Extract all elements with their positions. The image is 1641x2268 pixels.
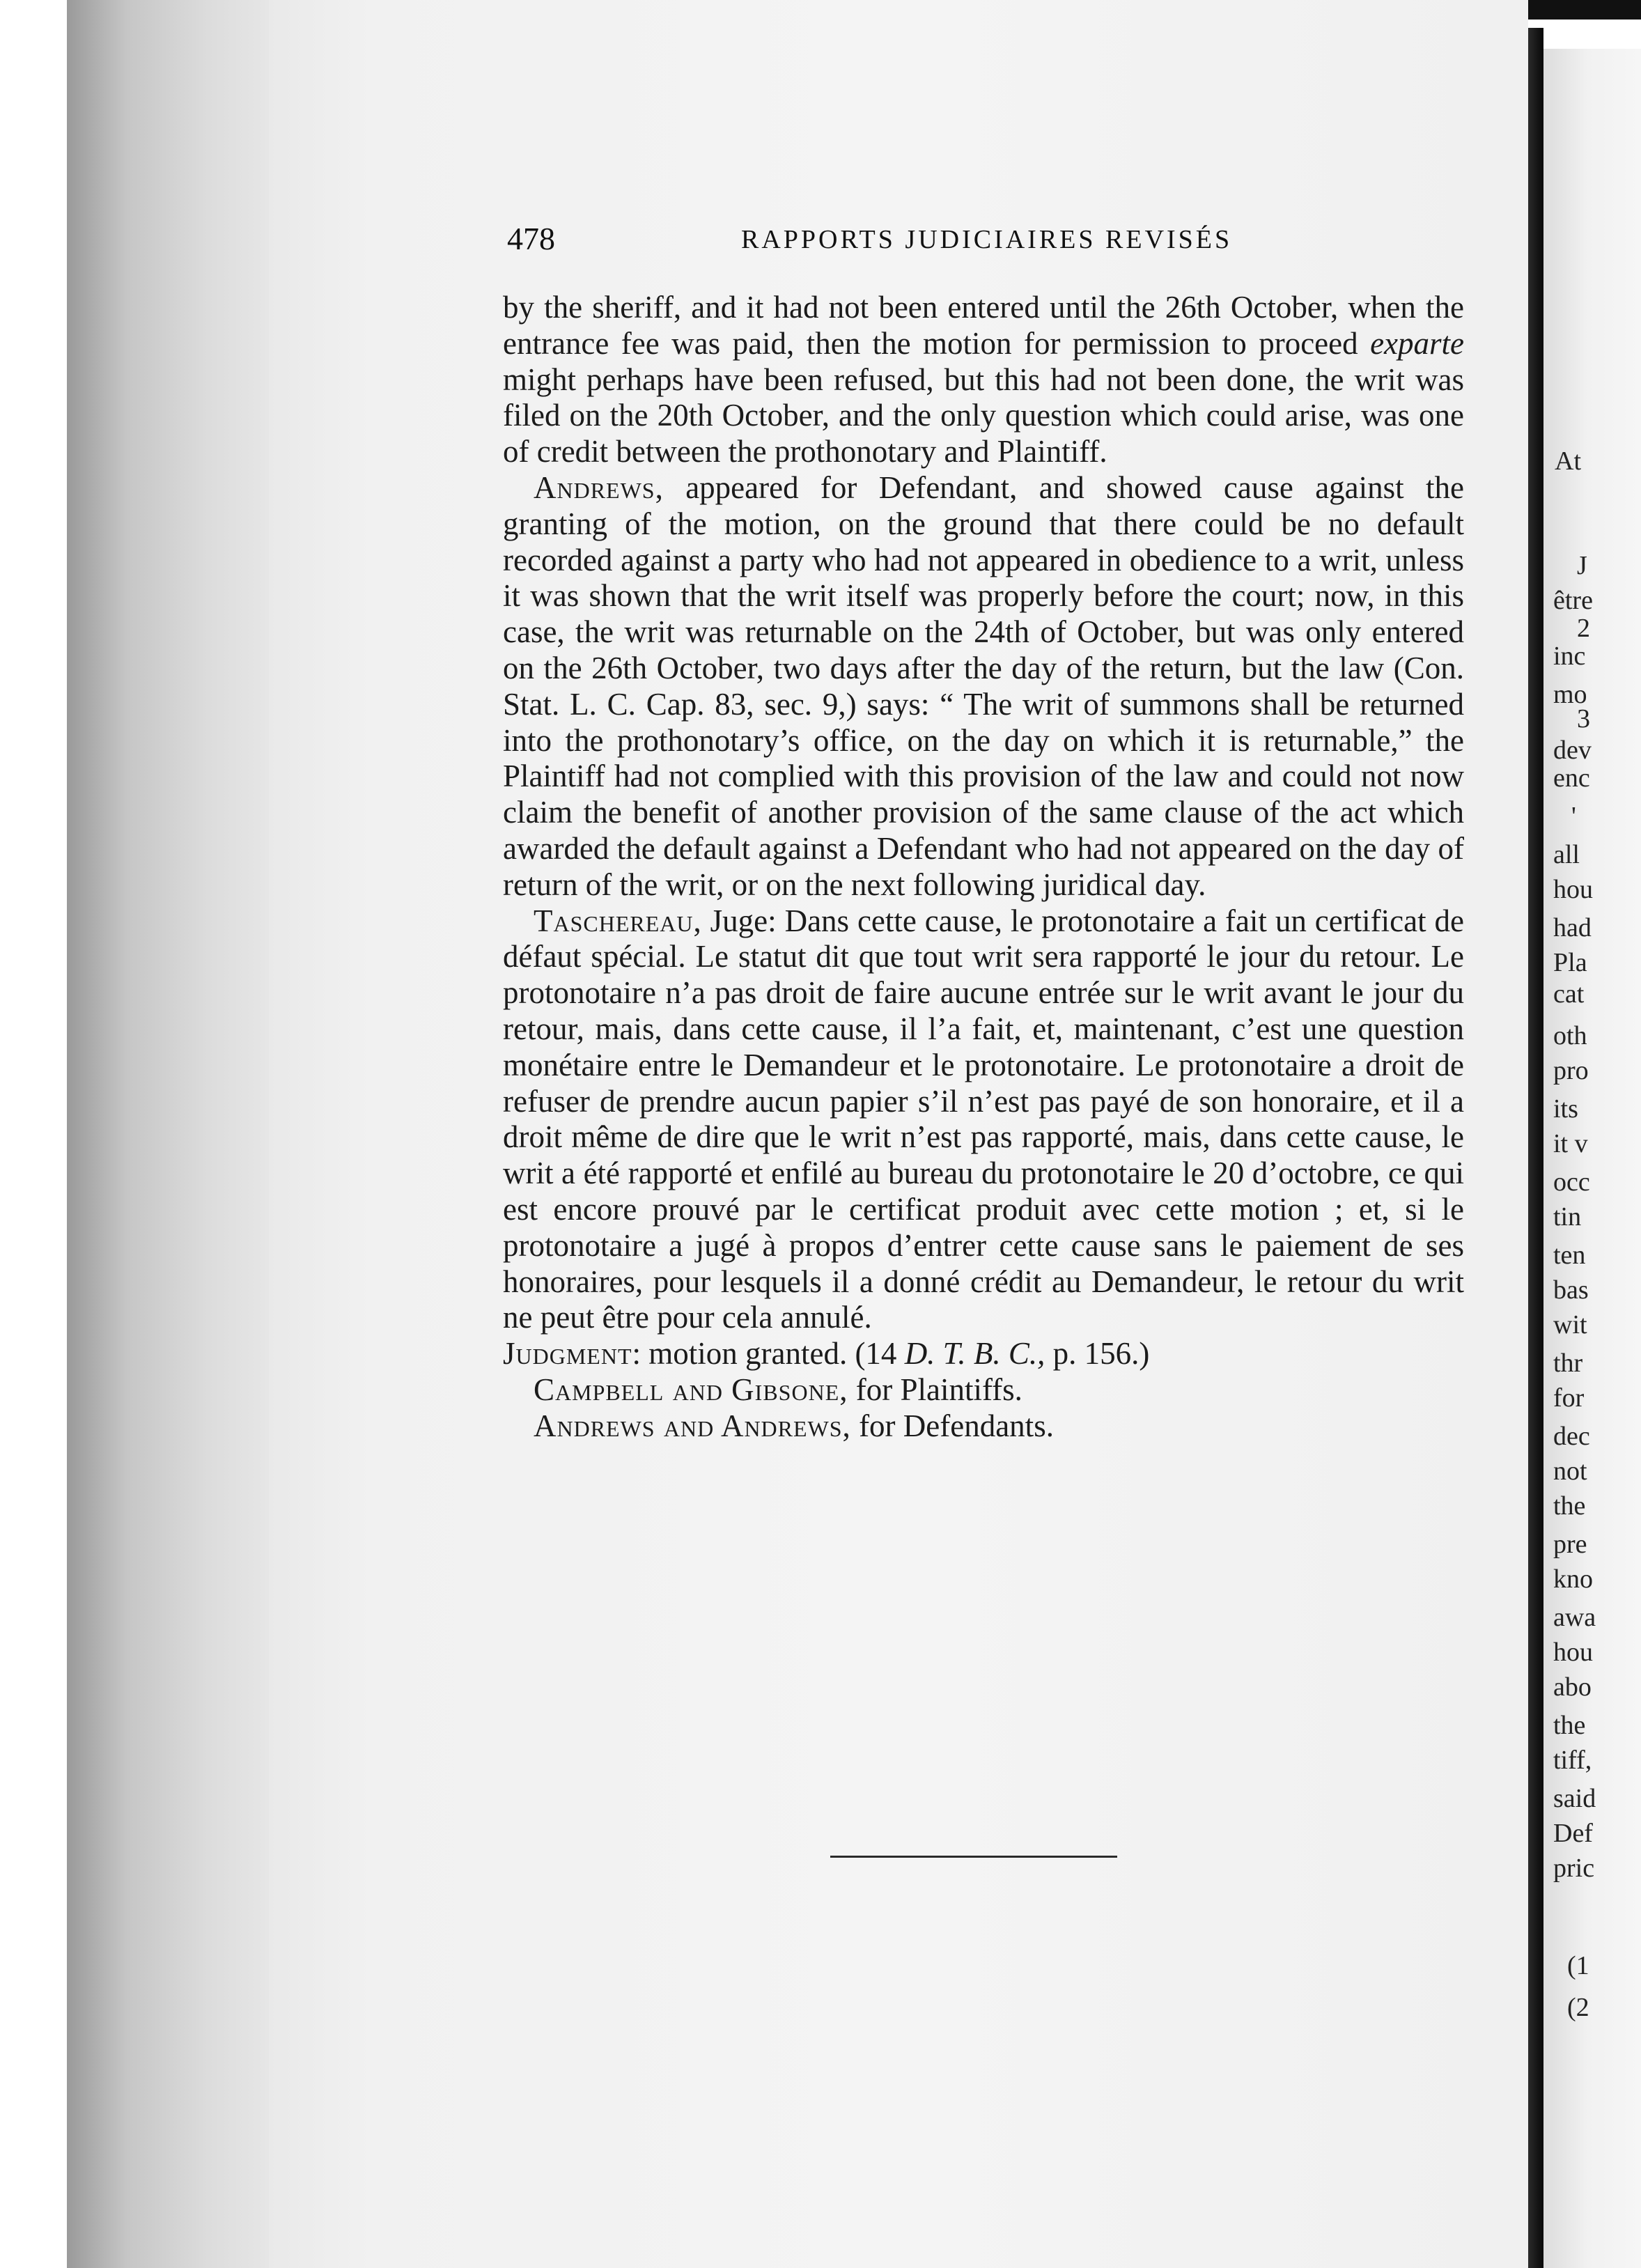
paragraph-andrews: [503, 470, 1464, 903]
counsel-role: for Defendants.: [850, 1408, 1054, 1443]
adjacent-page-text: At: [1555, 446, 1581, 476]
counsel-names: Campbell and Gibsone,: [534, 1372, 848, 1407]
adjacent-page-text: thr: [1553, 1349, 1583, 1378]
book-spine: [1528, 28, 1543, 2268]
paragraph-text: appeared for Defendant, and showed cause against the granting of the motion, on the ground that there could be no default recorded against a party who had not appeared in obedience to a writ, unless it was shown that the writ itself was properly before the court; now, in this case, the writ was returnable on the 24th of October, but was only entered on the 26th October, two days after the day of the return, but the law (Con. Stat. L. C. Cap. 83, sec. 9,) says: “ The writ of summons shall be returned into the prothonotary’s office, on the day on which it is returnable,” the Plaintiff had not complied with this provision of the law and could not now claim the benefit of another provision of the same clause of the act which awarded the default against a Defendant who had not appeared on the day of return of the writ, or on the next following juridical day.: [503, 469, 1464, 902]
citation-page: p. 156.): [1045, 1336, 1150, 1372]
adjacent-page-text: said: [1553, 1784, 1596, 1813]
counsel-plaintiffs: [503, 1372, 1464, 1408]
judge-name: Taschereau,: [534, 903, 702, 938]
judgment-label: Judgment: [503, 1336, 632, 1372]
paragraph-text: Juge: Dans cette cause, le protonotaire a fait un certificat de défaut spécial. Le statut dit que tout writ sera rapporté le jour du retour. Le protonotaire n’a pas droit de faire aucune entrée sur le writ avant le jour du retour, mais, dans cette cause, il l’a fait, et, maintenant, c’est une question monétaire entre le Demandeur et le protonotaire. Le protonotaire a droit de refuser de prendre aucun papier s’il n’est pas payé de son honoraire, et il a droit même de dire que le writ n’est pas rapporté, mais, dans cette cause, le writ a été rapporté et enfilé au bureau du protonotaire le 20 d’octobre, ce qui est encore prouvé par le certificat produit avec cette motion ; et, si le protonotaire a jugé à propos d’entrer cette cause sans le paiement de ses honoraires, pour lesquels il a donné crédit au Demandeur, le retour du writ ne peut être pour cela annulé.: [503, 903, 1464, 1335]
adjacent-page-text: not: [1553, 1457, 1587, 1486]
running-header: [507, 220, 1454, 259]
adjacent-page-fragment: [1543, 49, 1641, 2268]
adjacent-page-text: ': [1571, 802, 1576, 831]
adjacent-page-text: 3: [1577, 704, 1590, 733]
adjacent-page-text: pre: [1553, 1530, 1587, 1559]
adjacent-page-text: kno: [1553, 1564, 1593, 1594]
counsel-name: Andrews,: [534, 469, 664, 505]
adjacent-page-text: its: [1553, 1094, 1578, 1124]
adjacent-page-text: J: [1577, 551, 1587, 580]
adjacent-page-text: cat: [1553, 979, 1585, 1009]
adjacent-page-text: (2: [1567, 1993, 1589, 2022]
adjacent-page-text: mo: [1553, 680, 1587, 709]
running-title: RAPPORTS JUDICIAIRES REVISÉS: [741, 225, 1233, 254]
adjacent-page-text: pro: [1553, 1056, 1589, 1085]
adjacent-page-text: être: [1553, 586, 1593, 615]
paragraph-continuation: by the sheriff, and it had not been entered until the 26th October, when the entrance fee was paid, then the motion for permission to proceed exparte might perhaps have been refused, but this had not been done, the writ was filed on the 20th October, and the only question which could arise, was one of credit between the prothonotary and Plaintiff.: [503, 290, 1464, 469]
adjacent-page-text: the: [1553, 1491, 1586, 1521]
scan-left-margin: [0, 0, 67, 2268]
adjacent-page-text: Def: [1553, 1819, 1593, 1848]
counsel-defendants: [503, 1408, 1464, 1445]
adjacent-page-text: bas: [1553, 1275, 1589, 1305]
counsel-role: for Plaintiffs.: [848, 1372, 1022, 1407]
italic-term: exparte: [1370, 325, 1464, 361]
adjacent-page-text: it v: [1553, 1129, 1588, 1158]
judgment-line: [503, 1336, 1464, 1372]
adjacent-page-text: Pla: [1553, 948, 1587, 977]
adjacent-page-text: dev: [1553, 736, 1592, 765]
adjacent-page-text: hou: [1553, 1638, 1593, 1667]
citation: D. T. B. C.,: [904, 1336, 1045, 1372]
adjacent-page-text: 2: [1577, 614, 1590, 643]
adjacent-page-text: ten: [1553, 1241, 1586, 1270]
paragraph-taschereau: [503, 903, 1464, 1337]
page-body: [503, 290, 1464, 1445]
adjacent-page-text: tiff,: [1553, 1746, 1592, 1775]
adjacent-page-text: wit: [1553, 1310, 1587, 1339]
adjacent-page-text: tin: [1553, 1202, 1582, 1232]
adjacent-page-text: hou: [1553, 875, 1593, 904]
adjacent-page-text: pric: [1553, 1854, 1595, 1883]
adjacent-page-text: all: [1553, 840, 1580, 869]
page-number: 478: [507, 221, 555, 256]
section-rule: [830, 1856, 1117, 1858]
judgment-text: : motion granted. (14: [632, 1336, 905, 1372]
adjacent-page-text: oth: [1553, 1021, 1587, 1050]
adjacent-page-text: awa: [1553, 1603, 1596, 1632]
page-gutter-shadow: [67, 0, 269, 2268]
adjacent-page-text: (1: [1567, 1951, 1589, 1980]
adjacent-page-text: the: [1553, 1711, 1586, 1740]
adjacent-page-text: inc: [1553, 642, 1586, 671]
adjacent-page-text: occ: [1553, 1167, 1590, 1197]
adjacent-page-text: dec: [1553, 1422, 1590, 1451]
counsel-names: Andrews and Andrews,: [534, 1408, 851, 1443]
adjacent-page-text: had: [1553, 913, 1592, 942]
adjacent-page-text: for: [1553, 1383, 1585, 1413]
adjacent-page-text: abo: [1553, 1672, 1592, 1702]
adjacent-page-text: enc: [1553, 763, 1590, 793]
